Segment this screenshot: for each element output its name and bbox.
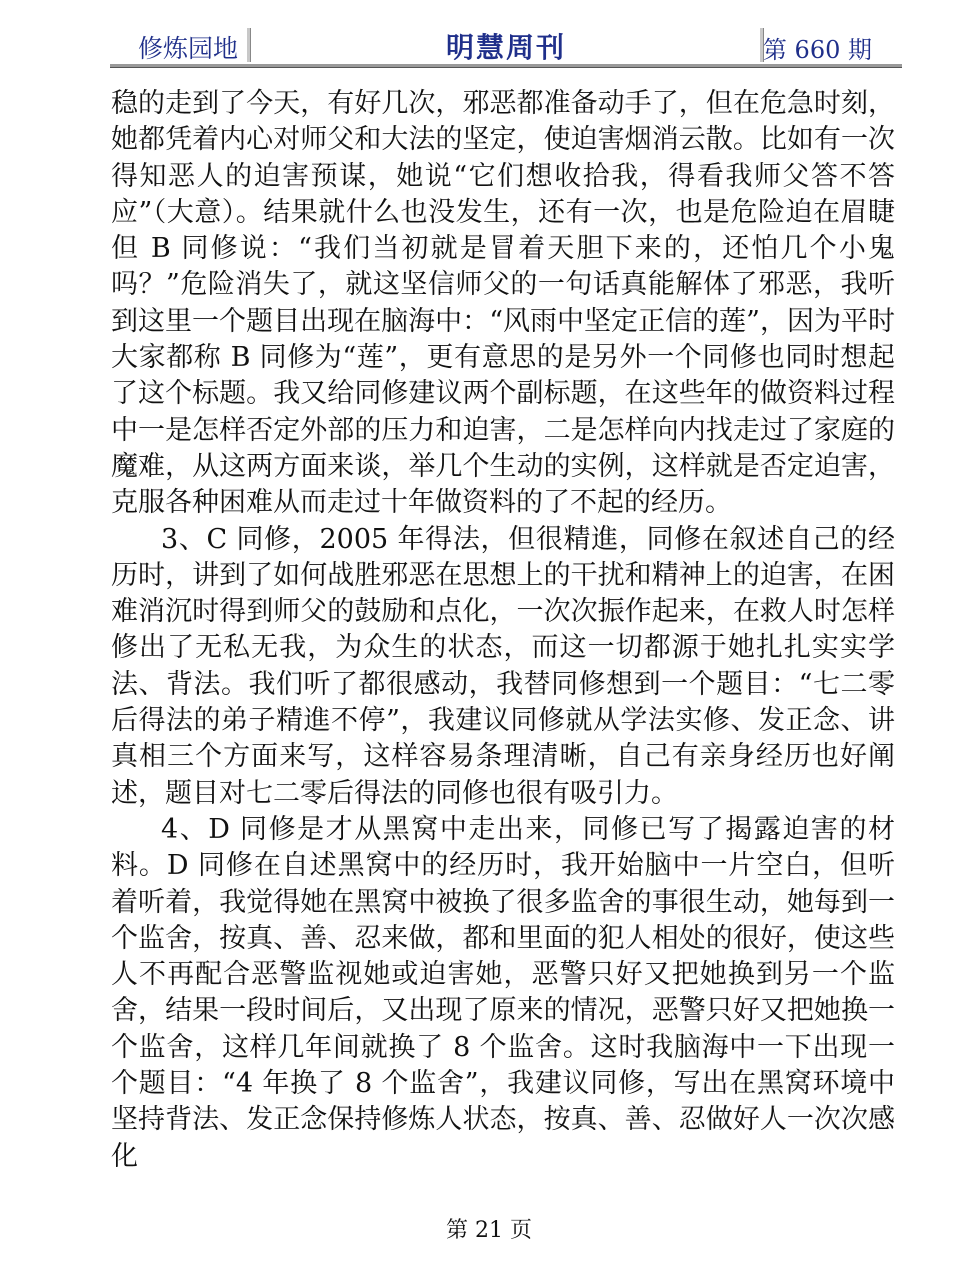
page-header bbox=[110, 22, 902, 66]
header-rule bbox=[110, 64, 902, 68]
page-number: 第 21 页 bbox=[446, 1218, 532, 1243]
publication-title: 明慧周刊 bbox=[445, 31, 566, 64]
section-title: 修炼园地 bbox=[138, 34, 239, 63]
article-body bbox=[111, 86, 895, 1175]
issue-number: 第 660 期 bbox=[762, 36, 872, 64]
paragraph-item-3: 3、C 同修，2005 年得法，但很精進，同修在叙述自己的经历时，讲到了如何战胜邪恶在思想上的干扰和精神上的迫害，在困难消沉时得到师父的鼓励和点化，一次次振作起来，在救人时怎样修出了无私无我，为众生的状态，而这一切都源于她扎扎实实学法、背法。我们听了都很感动，我替同修想到一个题目：“七二零后得法的弟子精進不停”，我建议同修就从学法实修、发正念、讲真相三个方面来写，这样容易条理清晰，自己有亲身经历也好阐述，题目对七二零后得法的同修也很有吸引力。 bbox=[111, 523, 895, 809]
paragraph-continuation: 稳的走到了今天，有好几次，邪恶都准备动手了，但在危急时刻，她都凭着内心对师父和大法的坚定，使迫害烟消云散。比如有一次得知恶人的迫害预谋，她说“它们想收拾我，得看我师父答不答应”（大意）。结果就什么也没发生，还有一次，也是危险迫在眉睫但 B 同修说：“我们当初就是冒着天胆下来的，还怕几个小鬼吗？”危险消失了，就这坚信师父的一句话真能解体了邪恶，我听到这里一个题目出现在脑海中：“风雨中坚定正信的莲”，因为平时大家都称 B 同修为“莲”，更有意思的是另外一个同修也同时想起了这个标题。我又给同修建议两个副标题，在这些年的做资料过程中一是怎样否定外部的压力和迫害，二是怎样向内找走过了家庭的魔难，从这两方面来谈，举几个生动的实例，这样就是否定迫害，克服各种困难从而走过十年做资料的了不起的经历。 bbox=[111, 88, 895, 519]
paragraph-item-4: 4、D 同修是才从黑窝中走出来，同修已写了揭露迫害的材料。D 同修在自述黑窝中的经历时，我开始脑中一片空白，但听着听着，我觉得她在黑窝中被换了很多监舍的事很生动，她每到一个监舍，按真、善、忍来做，都和里面的犯人相处的很好，使这些人不再配合恶警监视她或迫害她，恶警只好又把她换到另一个监舍，结果一段时间后，又出现了原来的情况，恶警只好又把她换一个监舍，这样几年间就换了 8 个监舍。这时我脑海中一下出现一个题目：“4 年换了 8 个监舍”，我建议同修，写出在黑窝环境中坚持背法、发正念保持修炼人状态，按真、善、忍做好人一次次感化 bbox=[111, 813, 895, 1172]
